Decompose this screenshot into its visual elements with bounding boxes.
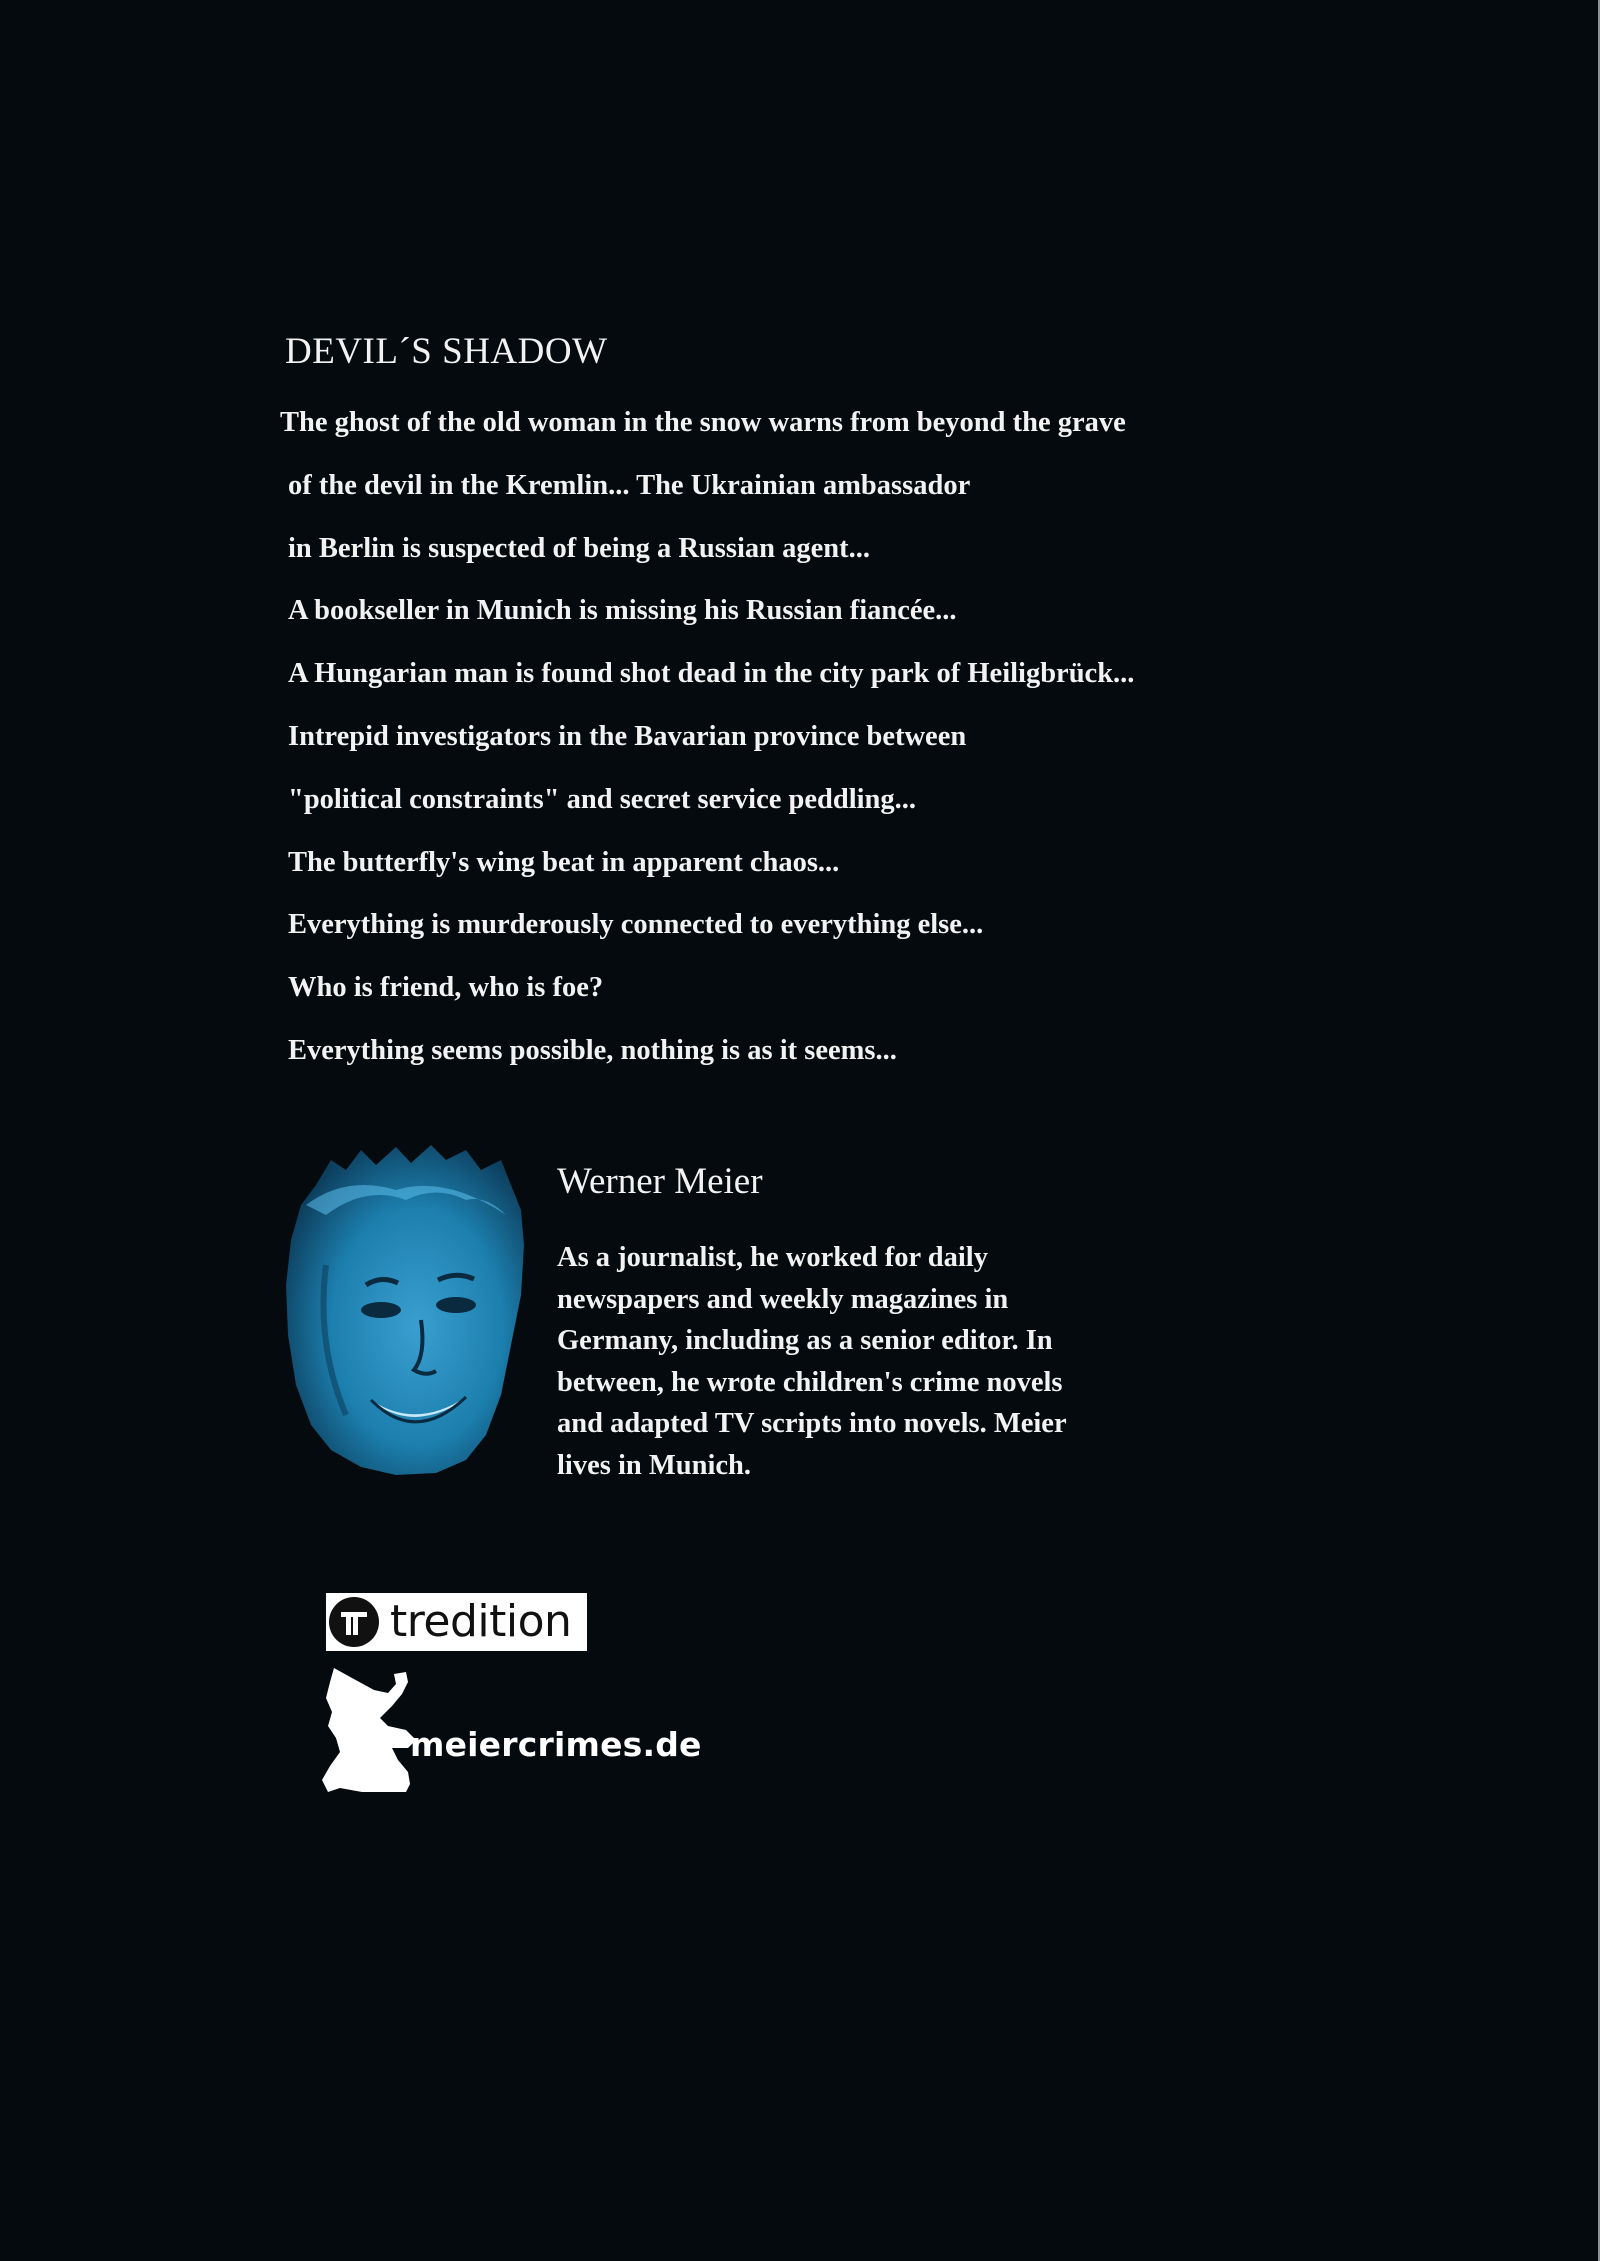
- bio-line: between, he wrote children's crime novels: [557, 1366, 1063, 1398]
- blurb-line: Who is friend, who is foe?: [288, 972, 604, 1004]
- blurb-line: of the devil in the Kremlin... The Ukrainian ambassador: [288, 469, 971, 501]
- author-portrait: [286, 1145, 528, 1475]
- bio-line: Germany, including as a senior editor. In: [557, 1325, 1053, 1356]
- tredition-icon: [328, 1596, 380, 1648]
- blurb-line: Everything is murderously connected to everything else...: [288, 909, 984, 941]
- blurb-line: in Berlin is suspected of being a Russian agent...: [288, 532, 870, 564]
- book-title: DEVIL´S SHADOW: [285, 331, 608, 372]
- bio-line: newspapers and weekly magazines in: [557, 1283, 1009, 1315]
- blurb-line: "political constraints" and secret service peddling...: [288, 783, 917, 815]
- blurb-line: The ghost of the old woman in the snow warns from beyond the grave: [280, 407, 1126, 438]
- blurb-line: The butterfly's wing beat in apparent chaos...: [288, 846, 840, 878]
- blurb-line: Intrepid investigators in the Bavarian province between: [288, 720, 967, 752]
- blurb: [280, 398, 1134, 1089]
- author-bio: [557, 1237, 1177, 1486]
- blurb-line: A bookseller in Munich is missing his Russian fiancée...: [288, 595, 957, 627]
- website-label: meiercrimes.de: [410, 1725, 702, 1764]
- bio-line: lives in Munich.: [557, 1449, 751, 1481]
- blurb-line: A Hungarian man is found shot dead in the city park of Heiligbrück...: [288, 658, 1135, 690]
- publisher-name: tredition: [390, 1596, 572, 1647]
- author-name: Werner Meier: [557, 1161, 763, 1202]
- publisher-logo: [326, 1593, 587, 1651]
- bio-line: As a journalist, he worked for daily: [557, 1242, 988, 1273]
- bio-line: and adapted TV scripts into novels. Meier: [557, 1408, 1067, 1439]
- blurb-line: Everything seems possible, nothing is as it seems...: [288, 1034, 897, 1066]
